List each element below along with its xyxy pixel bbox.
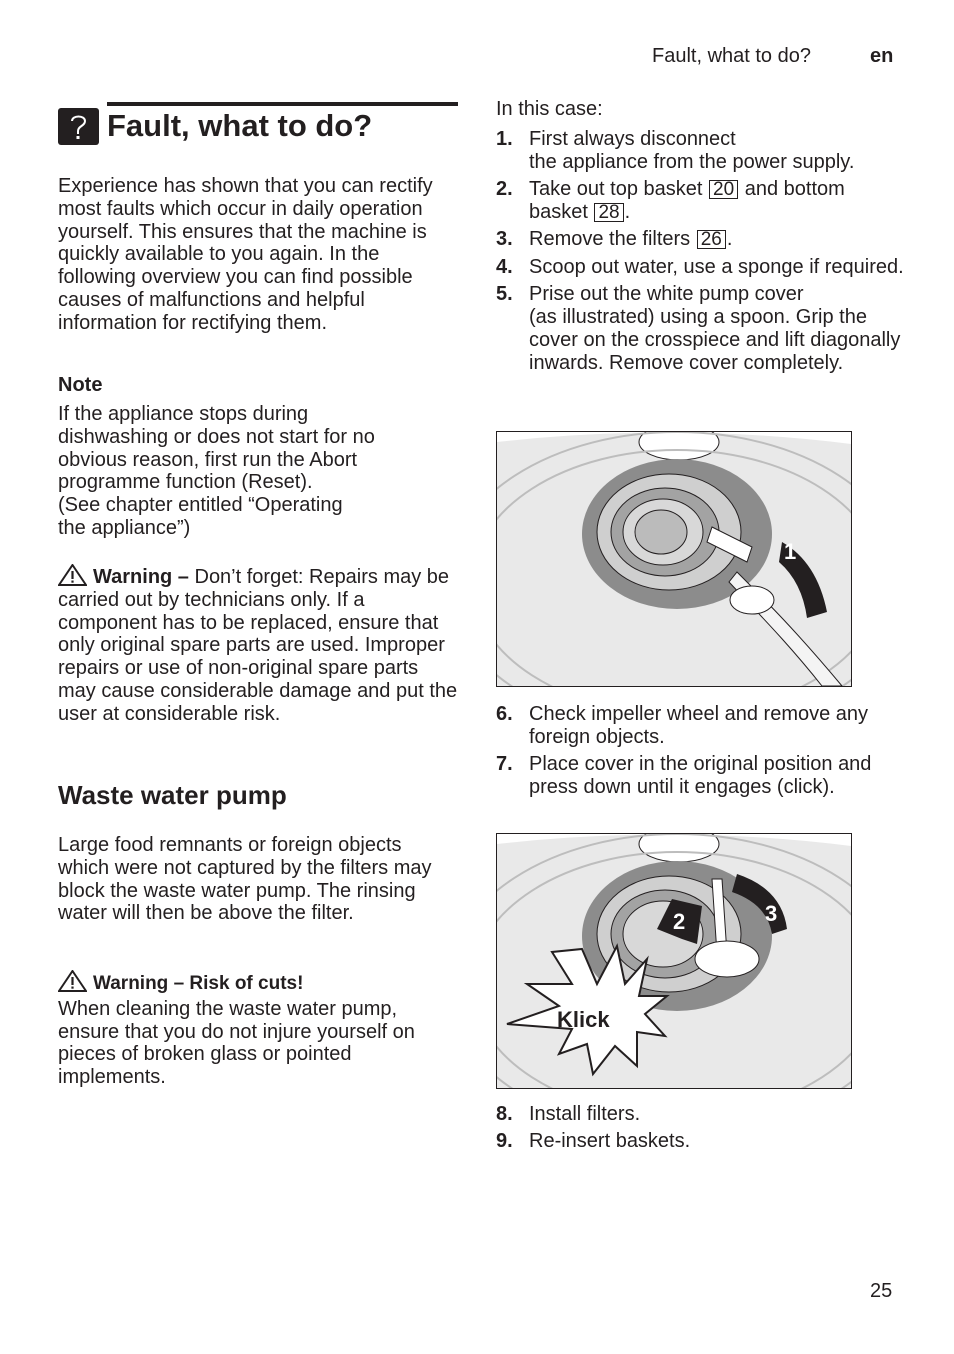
warning-text: Don’t forget: Repairs may be carried out by technicians only. If a component has to be replaced, ensure that only original spare parts are used. Improper repairs or use of non-original spare parts may cause considerable damage and put the user at considerable risk. bbox=[58, 566, 458, 725]
title-rule bbox=[107, 102, 458, 106]
page-title: Fault, what to do? bbox=[107, 108, 373, 143]
step-number: 6. bbox=[496, 703, 513, 725]
step-text: Take out top basket bbox=[529, 178, 709, 201]
step-number: 7. bbox=[496, 753, 513, 776]
page-number: 25 bbox=[870, 1280, 893, 1302]
step-5 bbox=[496, 283, 906, 374]
section-title: Waste water pump bbox=[58, 780, 287, 810]
figure-refit-pump-cover bbox=[496, 833, 852, 1089]
klick-label: Klick bbox=[557, 1007, 610, 1032]
steps-top bbox=[496, 98, 906, 379]
item-ref: 26 bbox=[697, 230, 726, 249]
step-number: 2. bbox=[496, 178, 513, 201]
warning-cuts-text: When cleaning the waste water pump, ensure that you do not injure yourself on pieces of broken glass or pointed implements. bbox=[58, 997, 415, 1089]
item-ref: 28 bbox=[594, 203, 623, 222]
note-heading: Note bbox=[58, 374, 103, 396]
step-text: . bbox=[726, 228, 733, 251]
figure-label-3: 3 bbox=[765, 901, 778, 926]
step-text: Remove the filters bbox=[529, 228, 696, 251]
note-line: the appliance”) bbox=[58, 516, 191, 539]
note-text bbox=[58, 403, 458, 540]
step-6 bbox=[496, 703, 906, 749]
warning-cuts-label: Warning – Risk of cuts! bbox=[93, 973, 304, 994]
note-line: If the appliance stops during bbox=[58, 403, 309, 425]
figure-label-2: 2 bbox=[673, 909, 686, 934]
step-4 bbox=[496, 256, 906, 279]
step-text: Check impeller wheel and remove any foreign objects. bbox=[529, 703, 869, 748]
step-text: First always disconnect bbox=[529, 127, 736, 150]
step-2 bbox=[496, 178, 906, 224]
step-1 bbox=[496, 128, 906, 174]
warning-label: Warning – bbox=[93, 566, 189, 588]
pump-cover-illustration bbox=[497, 432, 851, 686]
figure-label-1: 1 bbox=[784, 539, 797, 564]
question-icon bbox=[58, 108, 99, 145]
warning-triangle-icon bbox=[58, 970, 87, 992]
step-number: 1. bbox=[496, 127, 513, 150]
step-number: 8. bbox=[496, 1103, 513, 1125]
steps-middle bbox=[496, 703, 906, 804]
step-number: 4. bbox=[496, 255, 513, 278]
step-number: 5. bbox=[496, 283, 513, 306]
step-8 bbox=[496, 1103, 906, 1126]
pump-cover-refit-illustration bbox=[497, 834, 851, 1088]
steps-lead: In this case: bbox=[496, 98, 603, 120]
step-text: Install filters. bbox=[529, 1103, 641, 1125]
step-number: 9. bbox=[496, 1130, 513, 1153]
item-ref: 20 bbox=[709, 180, 738, 199]
steps-bottom bbox=[496, 1103, 906, 1158]
note-line: programme function (Reset). bbox=[58, 471, 313, 494]
figure-remove-pump-cover bbox=[496, 431, 852, 687]
step-text: Re-insert baskets. bbox=[529, 1130, 691, 1153]
warning-triangle-icon bbox=[58, 564, 87, 586]
note-block bbox=[58, 374, 458, 540]
note-line: obvious reason, first run the Abort bbox=[58, 448, 358, 471]
step-text: (as illustrated) using a spoon. Grip the cover on the crosspiece and lift diagonally inwards. Remove cover completely. bbox=[529, 306, 901, 374]
step-text: . bbox=[624, 200, 631, 223]
warning-cuts bbox=[58, 970, 458, 1089]
section-intro: Large food remnants or foreign objects which were not captured by the filters may block the waste water pump. The rinsing water will then be above the filter. bbox=[58, 834, 432, 925]
header-title: Fault, what to do? bbox=[652, 45, 811, 67]
step-text: the appliance from the power supply. bbox=[529, 150, 855, 173]
step-text: Place cover in the original position and press down until it engages (click). bbox=[529, 753, 872, 799]
warning-repairs bbox=[58, 564, 458, 726]
step-9 bbox=[496, 1130, 906, 1153]
note-line: dishwashing or does not start for no bbox=[58, 425, 375, 448]
step-text: Prise out the white pump cover bbox=[529, 283, 804, 306]
note-line: (See chapter entitled “Operating bbox=[58, 494, 343, 517]
step-text: and bottom basket bbox=[529, 178, 845, 223]
header-language: en bbox=[870, 45, 894, 67]
step-text: Scoop out water, use a sponge if required. bbox=[529, 255, 904, 278]
intro-paragraph: Experience has shown that you can rectify most faults which occur in daily operation yourself. This ensures that the machine is quickly available to you again. In the following overview you can find possible causes of malfunctions and helpful information for rectifying them. bbox=[58, 175, 433, 334]
step-number: 3. bbox=[496, 228, 513, 251]
step-7 bbox=[496, 753, 906, 799]
step-3 bbox=[496, 228, 906, 251]
